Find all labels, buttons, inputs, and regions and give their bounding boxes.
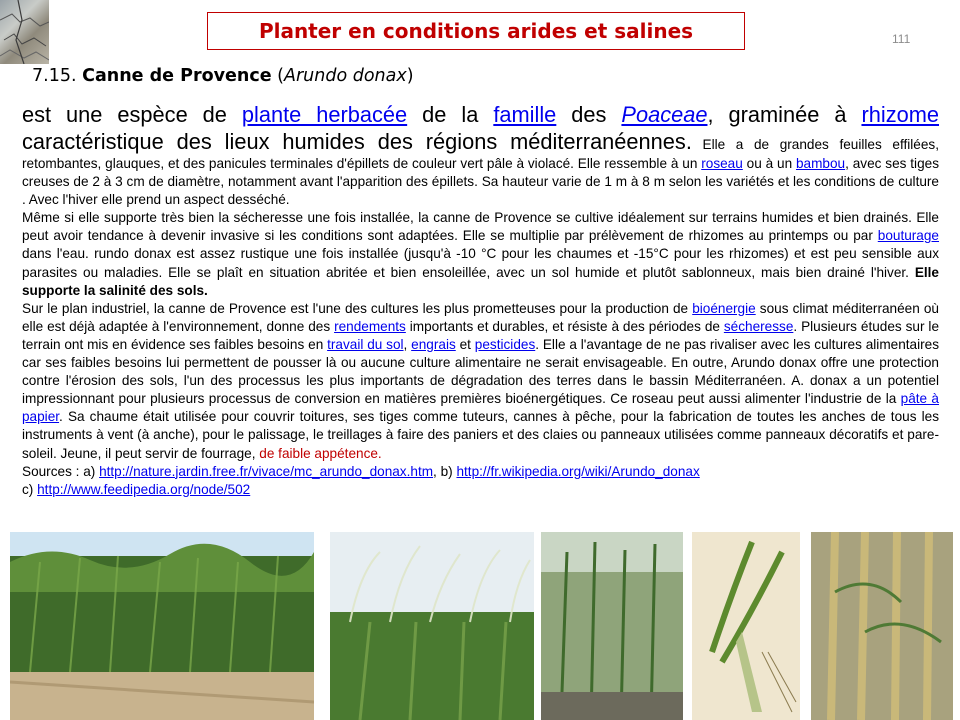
source-link-c[interactable]: http://www.feedipedia.org/node/502 <box>37 481 251 497</box>
description-text-3: , avec ses tiges creuses de 2 à 3 cm de diamètre, notamment avant l'apparition des épillets. Sa hauteur varie de 1 m à 8 m selon les variétés et les conditions de culture . Avec l'hiver elle prend un aspect desséché. <box>22 156 939 208</box>
description-text-2: ou à un <box>742 156 796 171</box>
sources-label: Sources : a) <box>22 463 100 479</box>
paragraph-description <box>22 101 939 209</box>
species-latin-name: Arundo donax <box>284 66 407 86</box>
salinity-statement: Elle supporte la salinité des sols. <box>22 264 939 298</box>
latin-close-paren: ) <box>406 66 414 86</box>
industrial-text-7: . Elle a l'avantage de ne pas rivaliser avec les cultures alimentaires car ses faibles besoins lui permettent de pousser là ou aucune culture alimentaire ne serait envisageable. En outre, Arundo donax offre une protection contre l'érosion des sols, l'un des processus les plus importants de dégradation des terres dans le bassin Méditerranéen. A. donax a un potentiel impressionnant pour plusieurs processus de conversion en matières premières bioénergétiques. Ce roseau peut aussi alimenter l'industrie de la <box>22 336 940 407</box>
latin-open-paren: ( <box>277 66 284 86</box>
slide-title-box <box>207 12 745 50</box>
photo-field-reed-stand <box>10 532 314 720</box>
link-pate-a-papier[interactable]: pâte à papier <box>22 391 939 425</box>
corner-decorative-image <box>0 0 49 64</box>
paragraph-culture <box>22 209 939 299</box>
body-text <box>22 101 939 499</box>
industrial-text-4: . Plusieurs études sur le terrain ont mis en évidence ses faibles besoins en <box>22 318 939 352</box>
link-bouturage[interactable]: bouturage <box>877 228 939 244</box>
link-rendements[interactable]: rendements <box>334 318 406 334</box>
sources-line-2 <box>22 481 939 499</box>
paragraph-industrial <box>22 300 939 463</box>
sources-label-c: c) <box>22 481 38 497</box>
industrial-text-6: et <box>455 336 475 352</box>
culture-text-2: dans l'eau. rundo donax est assez rustique une fois installée (jusqu'à -10 °C pour les chaumes et -15°C pour les rhizomes) et est peu sensible aux parasites ou maladies. Elle se plaît en situation abritée et bien ensoleillée, avec un sol humide et plutôt sablonneux, mais bien drainé l'hiver. <box>22 246 939 280</box>
source-link-a[interactable]: http://nature.jardin.free.fr/vivace/mc_arundo_donax.htm <box>99 463 434 479</box>
lead-text-1: est une espèce de <box>22 102 242 127</box>
low-palatability-note: de faible appétence. <box>259 445 382 461</box>
section-heading <box>32 66 414 86</box>
description-text-1: Elle a de grandes feuilles effilées, retombantes, glauques, et des panicules terminales d'épillets de couleur vert pâle à violacé. Elle ressemble à un <box>22 137 939 171</box>
link-pesticides[interactable]: pesticides <box>474 336 536 352</box>
lead-text-2: de la <box>407 102 494 127</box>
link-famille[interactable]: famille <box>493 102 557 127</box>
slide-title: Planter en conditions arides et salines <box>258 19 694 43</box>
sources-sep-b: , b) <box>433 463 457 479</box>
link-roseau[interactable]: roseau <box>701 156 743 171</box>
link-plante-herbacee[interactable]: plante herbacée <box>241 102 408 127</box>
link-secheresse[interactable]: sécheresse <box>723 318 794 334</box>
photo-botanical-illustration <box>692 532 800 720</box>
industrial-text-1: Sur le plan industriel, la canne de Provence est l'une des cultures les plus prometteuses pour la production de <box>22 300 693 316</box>
photo-reed-panicles <box>330 532 534 720</box>
link-bioenergie[interactable]: bioénergie <box>692 300 756 316</box>
industrial-text-5: , <box>403 336 412 352</box>
industrial-text-8: . Sa chaume était utilisée pour couvrir toitures, ses tiges comme tuteurs, cannes à pêche, pour la fabrication de toutes les anches de tous les instruments à vent (à anche), pour le palissage, le treillages à faire des paniers et des claies ou panneaux utilisées comme panneaux décoratifs et pare-soleil. Jeune, il peut servir de fourrage, <box>22 409 939 461</box>
lead-text-5: caractéristique des lieux humides des régions méditerranéennes. <box>22 129 692 154</box>
source-link-b[interactable]: http://fr.wikipedia.org/wiki/Arundo_donax <box>456 463 700 479</box>
link-bambou[interactable]: bambou <box>795 156 846 171</box>
industrial-text-2: sous climat méditerranéen où elle est déjà adaptée à l'environnement, donne des <box>22 300 939 334</box>
lead-text-3: des <box>556 102 622 127</box>
species-common-name: Canne de Provence <box>82 66 272 86</box>
industrial-text-3: importants et durables, et résiste à des périodes de <box>405 318 724 334</box>
lead-text-4: , graminée à <box>707 102 862 127</box>
link-engrais[interactable]: engrais <box>411 336 456 352</box>
link-travail-du-sol[interactable]: travail du sol <box>327 336 404 352</box>
page-number: 111 <box>892 32 911 46</box>
photo-reed-stems-closeup <box>811 532 953 720</box>
photo-reed-garden <box>541 532 683 720</box>
link-poaceae[interactable]: Poaceae <box>621 102 708 127</box>
section-number: 7.15. <box>32 66 77 86</box>
culture-text-1: Même si elle supporte très bien la sécheresse une fois installée, la canne de Provence se cultive idéalement sur terrains humides et bien drainés. Elle peut avoir tendance à devenir invasive si les conditions sont adaptées. Elle se multiplie par prélèvement de rhizomes au printemps ou par <box>22 210 939 244</box>
sources <box>22 463 939 481</box>
link-rhizome[interactable]: rhizome <box>861 102 939 127</box>
